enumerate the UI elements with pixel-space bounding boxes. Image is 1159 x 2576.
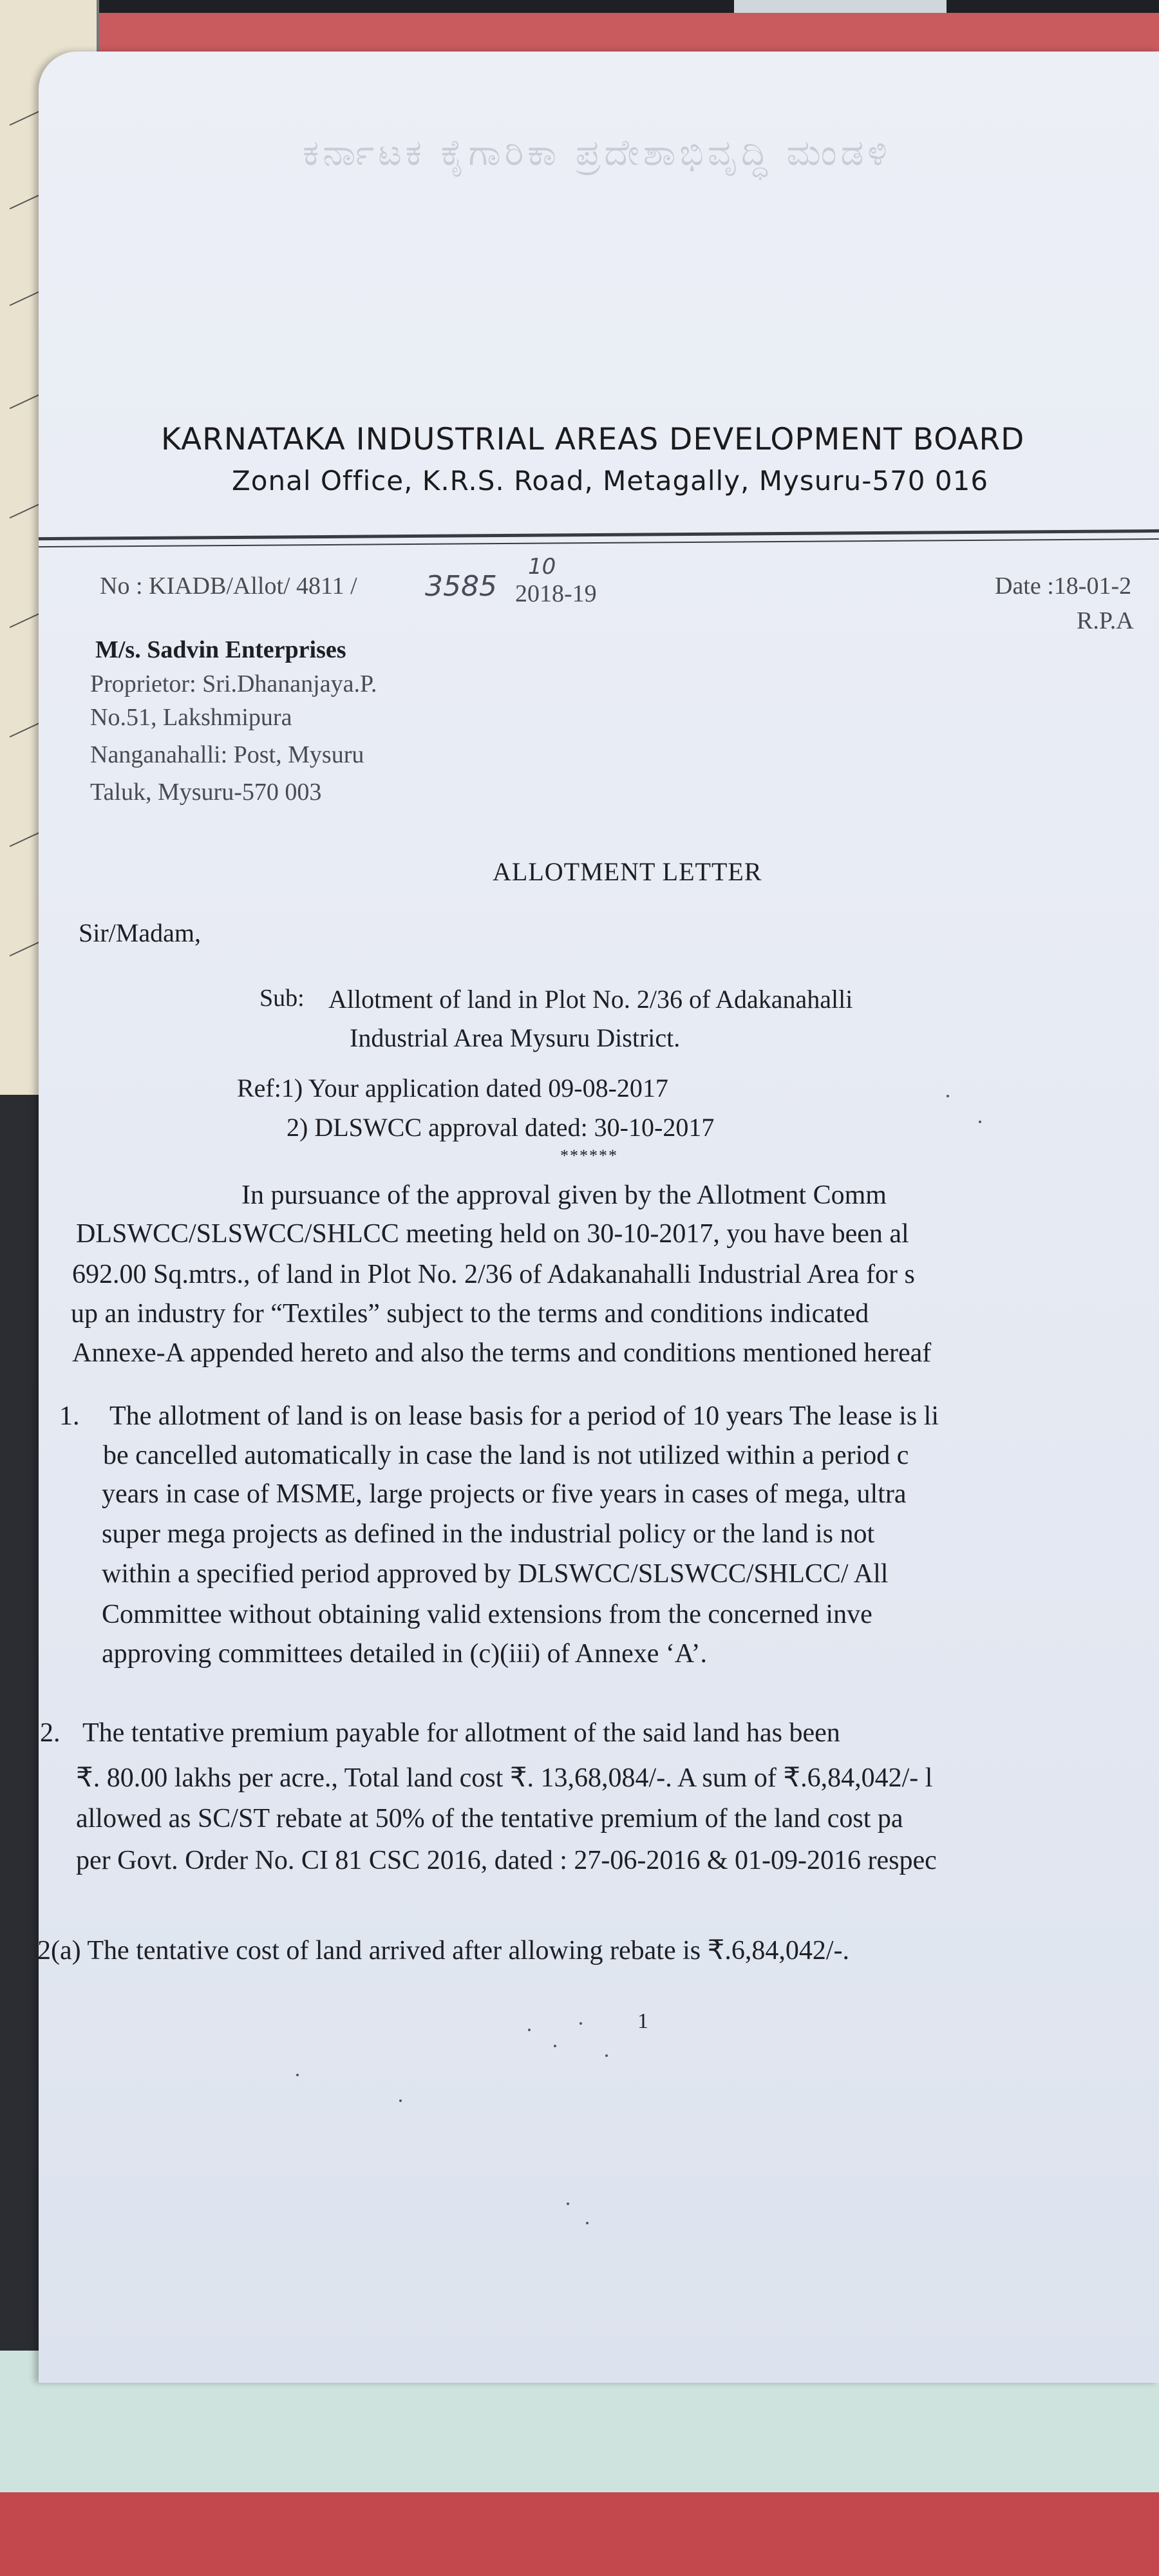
document-page [39, 52, 1159, 2383]
red-folder-bottom [0, 2486, 1159, 2576]
subject-label: Sub: [259, 985, 305, 1012]
board-name: KARNATAKA INDUSTRIAL AREAS DEVELOPMENT BOARD [161, 422, 1025, 457]
clause-line: The allotment of land is on lease basis for a period of 10 years The lease is li [109, 1401, 939, 1431]
reference-prefix: No : KIADB/Allot/ 4811 / [100, 573, 357, 600]
stars-divider: ****** [560, 1146, 618, 1165]
faint-letterhead: ಕರ್ನಾಟಕ ಕೈಗಾರಿಕಾ ಪ್ರದೇಶಾಭಿವೃದ್ಧಿ ಮಂಡಳಿ [303, 132, 891, 174]
reference-year: 2018-19 [515, 580, 597, 607]
reference-date: Date :18-01-2 [995, 573, 1132, 600]
clause-line: be cancelled automatically in case the land is not utilized within a period c [103, 1441, 909, 1470]
handwritten-number: 3585 [425, 570, 497, 603]
clause-line: years in case of MSME, large projects or five years in cases of mega, ultra [102, 1479, 907, 1509]
clause-line: within a specified period approved by DLSWCC/SLSWCC/SHLCC/ All [102, 1559, 889, 1589]
registered-post: R.P.A [1077, 607, 1134, 634]
addressee-line: Taluk, Mysuru-570 003 [90, 779, 322, 806]
reference-item: Ref:1) Your application dated 09-08-2017 [237, 1074, 668, 1103]
clause-line: super mega projects as defined in the industrial policy or the land is not [102, 1519, 875, 1549]
paragraph-line: In pursuance of the approval given by the Allotment Comm [241, 1180, 887, 1210]
subject-line: Industrial Area Mysuru District. [350, 1023, 681, 1052]
addressee-line: M/s. Sadvin Enterprises [95, 636, 346, 663]
clause-number: 1. [59, 1401, 80, 1431]
clause-line: Committee without obtaining valid extensions from the concerned inve [102, 1600, 872, 1629]
addressee-line: Proprietor: Sri.Dhananjaya.P. [90, 670, 377, 697]
clause-line: allowed as SC/ST rebate at 50% of the tentative premium of the land cost pa [76, 1804, 903, 1833]
page-number: 1 [637, 2009, 648, 2033]
addressee-line: Nanganahalli: Post, Mysuru [90, 741, 364, 768]
paragraph-line: Annexe-A appended hereto and also the terms and conditions mentioned hereaf [72, 1338, 932, 1368]
office-address: Zonal Office, K.R.S. Road, Metagally, Mysuru-570 016 [232, 465, 989, 497]
paragraph-line: up an industry for “Textiles” subject to the terms and conditions indicated [71, 1299, 869, 1329]
handwritten-superscript: 10 [528, 554, 556, 580]
addressee-line: No.51, Lakshmipura [90, 704, 292, 731]
clause-line: approving committees detailed in (c)(iii) of Annexe ‘A’. [102, 1639, 708, 1669]
clause-2a: 2(a) The tentative cost of land arrived after allowing rebate is ₹.6,84,042/-. [37, 1936, 850, 1965]
clause-line: The tentative premium payable for allotment of the said land has been [82, 1718, 840, 1748]
clause-number: 2. [40, 1718, 61, 1748]
clause-line: ₹. 80.00 lakhs per acre., Total land cost ₹. 13,68,084/-. A sum of ₹.6,84,042/- l [76, 1763, 933, 1793]
clause-line: per Govt. Order No. CI 81 CSC 2016, dated : 27-06-2016 & 01-09-2016 respec [76, 1846, 937, 1875]
salutation: Sir/Madam, [79, 918, 201, 947]
subject-line: Allotment of land in Plot No. 2/36 of Adakanahalli [328, 985, 853, 1014]
paragraph-line: 692.00 Sq.mtrs., of land in Plot No. 2/36 of Adakanahalli Industrial Area for s [72, 1260, 915, 1289]
reference-item: 2) DLSWCC approval dated: 30-10-2017 [287, 1113, 715, 1142]
paragraph-line: DLSWCC/SLSWCC/SHLCC meeting held on 30-10-2017, you have been al [76, 1219, 909, 1249]
letter-title: ALLOTMENT LETTER [493, 857, 762, 886]
